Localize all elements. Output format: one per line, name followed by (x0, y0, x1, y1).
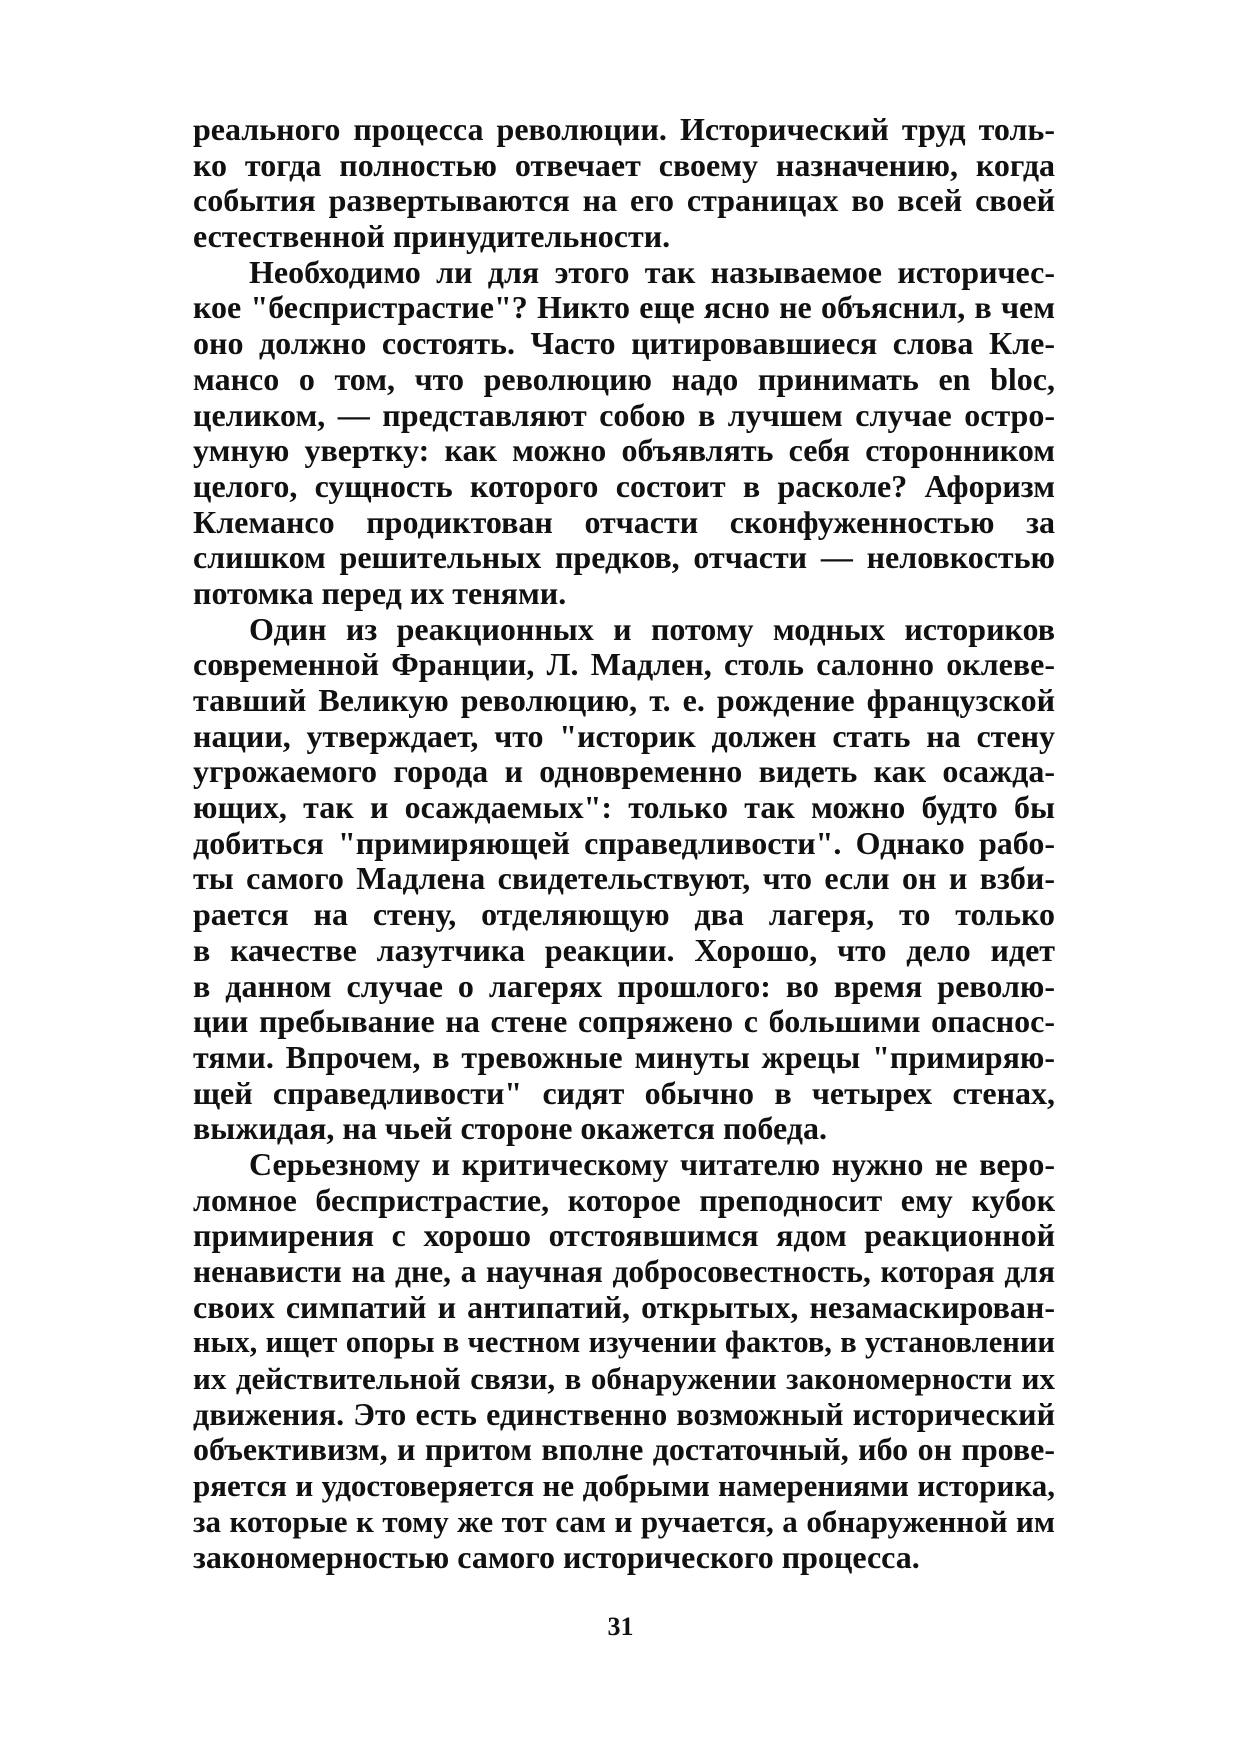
text-line: слишком решительных предков, отчасти — неловкостью (193, 539, 1055, 576)
paragraph-first-line: Серьезному и критическому читателю нужно не веро- (249, 1145, 1055, 1182)
paragraph-first-line: Один из реакционных и потому модных историков (249, 610, 1055, 647)
body-text (193, 112, 1055, 1575)
text-line: ряется и удостоверяется не добрыми намерениями историка, (193, 1468, 1055, 1504)
text-line: умную увертку: как можно объявлять себя сторонником (193, 432, 1055, 469)
text-line: в качестве лазутчика реакции. Хорошо, что дело идет (193, 931, 1055, 968)
text-line: закономерностью самого исторического процесса. (193, 1538, 920, 1575)
text-line: рается на стену, отделяющую два лагеря, то только (193, 896, 1055, 933)
text-line: ных, ищет опоры в честном изучении фактов, в установлении (193, 1325, 1055, 1360)
text-line: ненависти на дне, а научная добросовестность, которая для (193, 1254, 1055, 1289)
text-line: ко тогда полностью отвечает своему назначению, когда (193, 146, 1055, 183)
text-line: целиком, — представляют собою в лучшем случае остро- (193, 396, 1055, 433)
text-line: тями. Впрочем, в тревожные минуты жрецы "примиряю- (193, 1038, 1055, 1075)
text-line: в данном случае о лагерях прошлого: во время револю- (193, 967, 1055, 1004)
text-line: нации, утверждает, что "историк должен стать на стену (193, 717, 1055, 754)
text-line: мансо о том, что революцию надо принимать en bloc, (193, 360, 1055, 397)
text-line: реального процесса революции. Исторический труд толь- (193, 111, 1055, 147)
text-line: события развертываются на его страницах во всей своей (193, 182, 1055, 219)
text-line: тавший Великую революцию, т. е. рождение французской (193, 682, 1055, 718)
text-line: движения. Это есть единственно возможный исторический (193, 1395, 1055, 1432)
text-line: щей справедливости" сидят обычно в четырех стенах, (193, 1074, 1055, 1111)
text-line: ции пребывание на стене сопряжено с большими опаснос- (193, 1003, 1055, 1040)
text-line: объективизм, и притом вполне достаточный, ибо он прове- (193, 1431, 1055, 1468)
text-line: кое "беспристрастие"? Никто еще ясно не объяснил, в чем (193, 289, 1055, 326)
text-line: ломное беспристрастие, которое преподносит ему кубок (193, 1181, 1055, 1218)
text-line: добиться "примиряющей справедливости". Однако рабо- (193, 824, 1055, 861)
text-line: угрожаемого города и одновременно видеть как осажда- (193, 753, 1055, 790)
text-line: ты самого Мадлена свидетельствуют, что если он и взби- (193, 860, 1055, 897)
text-line: их действительной связи, в обнаружении закономерности их (193, 1361, 1055, 1397)
text-line: современной Франции, Л. Мадлен, столь салонно оклеве- (193, 646, 1055, 683)
text-line: естественной принудительности. (193, 218, 671, 255)
paragraph-first-line: Необходимо ли для этого так называемое историчес- (249, 253, 1055, 290)
text-line: выжидая, на чьей стороне окажется победа. (193, 1110, 827, 1147)
text-line: примирения с хорошо отстоявшимся ядом реакционной (193, 1217, 1055, 1254)
text-line: своих симпатий и антипатий, открытых, незамаскирован- (193, 1288, 1055, 1325)
text-line: оно должно состоять. Часто цитировавшиеся слова Кле- (193, 325, 1055, 362)
text-line: Клемансо продиктован отчасти сконфуженностью за (193, 503, 1055, 540)
text-line: потомка перед их тенями. (193, 574, 567, 611)
page-number: 31 (607, 1612, 634, 1641)
text-line: целого, сущность которого состоит в расколе? Афоризм (193, 467, 1055, 504)
text-line: за которые к тому же тот сам и ручается, а обнаруженной им (193, 1503, 1055, 1539)
text-line: ющих, так и осаждаемых": только так можно будто бы (193, 789, 1055, 826)
